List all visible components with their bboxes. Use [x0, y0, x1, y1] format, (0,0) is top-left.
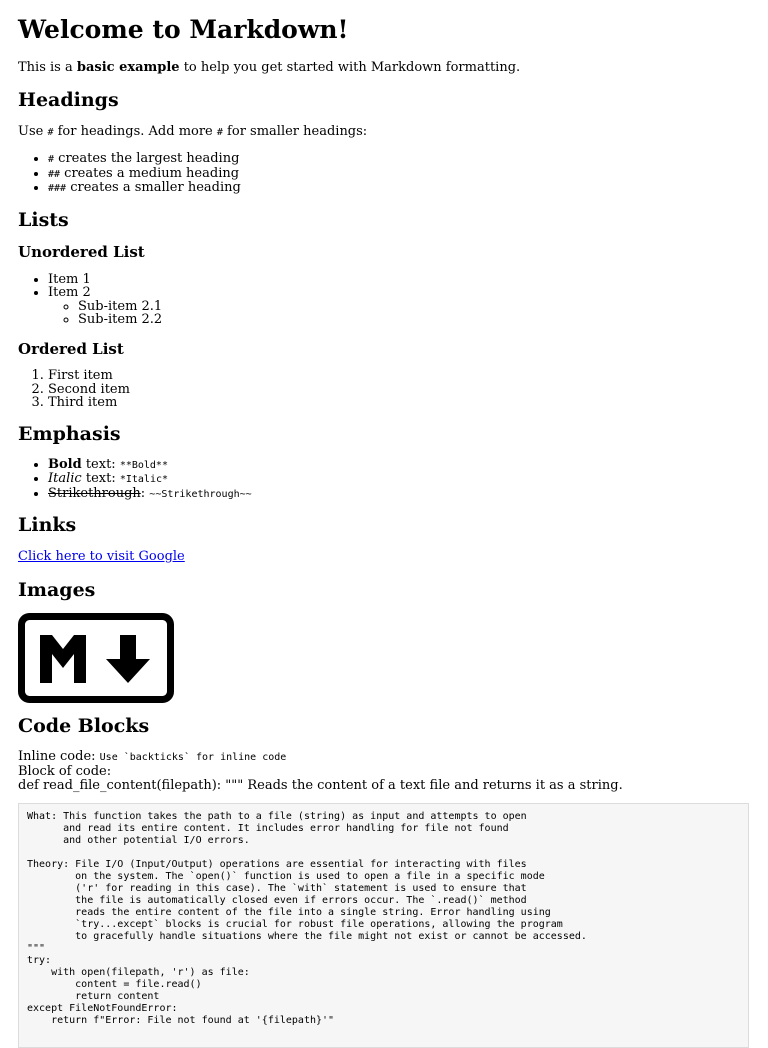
section-heading-headings: Headings: [18, 89, 119, 112]
list-item: ◦ Sub-item 2.2: [78, 313, 749, 327]
list-item: [48, 458, 749, 473]
section-heading-images: Images: [18, 578, 96, 601]
links-paragraph: [18, 549, 749, 566]
italic-text: Italic: [48, 471, 82, 487]
list-item: • Item 1: [48, 273, 749, 287]
section-heading-emphasis: Emphasis: [18, 422, 121, 445]
bold-text: Bold: [48, 456, 82, 472]
text: creates a medium heading: [60, 165, 240, 181]
inline-code: **Bold**: [119, 459, 168, 471]
text: Use: [18, 124, 48, 140]
text: text:: [81, 471, 120, 487]
intro-bold: basic example: [76, 59, 180, 75]
markdown-logo-icon: [18, 613, 749, 703]
list-item: 2. Second item: [48, 383, 749, 397]
text: creates the largest heading: [54, 151, 240, 167]
headings-paragraph: [18, 124, 749, 141]
emphasis-list: [18, 458, 749, 502]
def-line: def read_file_content(filepath): """ Reads the content of a text file and returns it as a string.: [18, 778, 623, 794]
list-item: 1. First item: [48, 369, 749, 383]
unordered-list: [18, 273, 749, 327]
section-heading-links: Links: [18, 514, 77, 537]
list-item: [48, 167, 749, 182]
list-item: 3. Third item: [48, 396, 749, 410]
list-item: [48, 152, 749, 167]
inline-code: *Italic*: [119, 474, 169, 486]
inline-code: ~~Strikethrough~~: [149, 488, 252, 500]
intro-paragraph: [18, 60, 749, 77]
text: Inline code:: [18, 749, 100, 765]
inline-code: ##: [48, 168, 61, 180]
text: text:: [81, 456, 120, 472]
inline-code: #: [48, 154, 55, 166]
strikethrough-text: Strikethrough: [48, 485, 141, 501]
list-item: [48, 487, 749, 502]
text: :: [140, 485, 150, 501]
list-item: [48, 472, 749, 487]
text: for headings. Add more: [53, 124, 217, 140]
inline-code: ###: [48, 183, 67, 195]
subheading-ordered: Ordered List: [18, 339, 124, 358]
block-label: Block of code:: [18, 764, 112, 780]
code-block: What: This function takes the path to a file (string) as input and attempts to open and read its entire content. It includes error handling for file not found and other potential I/O errors. Theory: File I/O (Input/Output) operations are essential for interacting with files on the system. The `open()` function is used to open a file in a specific mode ('r' for reading in this case). The `with` statement is used to ensure that the file is automatically closed even if errors occur. The `.read()` method reads the entire content of the file into a single string. Error handling using `try...except` blocks is crucial for robust file operations, allowing the program to gracefully handle situations where the file might not exist or cannot be accessed. """ try: with open(filepath, 'r') as file: content = file.read() return content except FileNotFoundError: return f"Error: File not found at '{filepath}'": [18, 803, 749, 1048]
page-title: Welcome to Markdown!: [18, 15, 349, 44]
intro-text-end: to help you get started with Markdown formatting.: [179, 59, 521, 75]
text: Item 2: [48, 285, 91, 301]
nested-list: [48, 300, 749, 327]
section-heading-lists: Lists: [18, 208, 69, 231]
google-link[interactable]: Click here to visit Google: [18, 548, 185, 564]
ordered-list: [18, 369, 749, 410]
headings-list: [18, 152, 749, 196]
inline-code: #: [47, 127, 54, 139]
text: for smaller headings:: [222, 124, 368, 140]
list-item: [48, 181, 749, 196]
subheading-unordered: Unordered List: [18, 243, 145, 262]
list-item: [48, 286, 749, 327]
list-item: ◦ Sub-item 2.1: [78, 300, 749, 314]
section-heading-code-blocks: Code Blocks: [18, 715, 150, 738]
inline-code: Use `backticks` for inline code: [99, 752, 287, 764]
inline-code-paragraph: [18, 750, 749, 765]
inline-code: #: [216, 127, 223, 139]
text: creates a smaller heading: [66, 180, 241, 196]
intro-text: This is a: [18, 59, 77, 75]
